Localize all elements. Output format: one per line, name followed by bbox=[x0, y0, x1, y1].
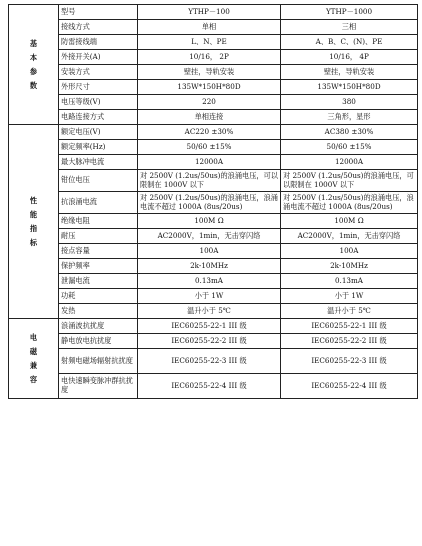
table-row bbox=[9, 244, 418, 259]
row-label: 电快速瞬变脉冲群抗扰度 bbox=[59, 374, 138, 399]
value-b: 0.13mA bbox=[281, 274, 418, 289]
table-row bbox=[9, 229, 418, 244]
table-row bbox=[9, 304, 418, 319]
value-b: 100A bbox=[281, 244, 418, 259]
value-a: IEC60255-22-3 III 级 bbox=[138, 349, 281, 374]
value-b: AC380 ±30% bbox=[281, 125, 418, 140]
value-a: IEC60255-22-2 III 级 bbox=[138, 334, 281, 349]
row-label: 型号 bbox=[59, 5, 138, 20]
value-a: 温升小于 5℃ bbox=[138, 304, 281, 319]
value-a: IEC60255-22-1 III 级 bbox=[138, 319, 281, 334]
value-a: 对 2500V (1.2us/50us)的浪涌电压，浪涌电流不超过 1000A (8us/20us) bbox=[138, 192, 281, 214]
value-a: 单相连接 bbox=[138, 110, 281, 125]
row-label: 抗浪涌电流 bbox=[59, 192, 138, 214]
value-b: IEC60255-22-3 III 级 bbox=[281, 349, 418, 374]
table-row bbox=[9, 170, 418, 192]
category-emc: 电磁兼容 bbox=[9, 319, 59, 399]
category-basic: 基本参数 bbox=[9, 5, 59, 125]
row-label: 外接开关(A) bbox=[59, 50, 138, 65]
value-a: L、N、PE bbox=[138, 35, 281, 50]
value-a: 50/60 ±15% bbox=[138, 140, 281, 155]
row-label: 最大脉冲电流 bbox=[59, 155, 138, 170]
table-row bbox=[9, 274, 418, 289]
row-label: 额定频率(Hz) bbox=[59, 140, 138, 155]
value-b: IEC60255-22-1 III 级 bbox=[281, 319, 418, 334]
row-label: 浪涌波抗扰度 bbox=[59, 319, 138, 334]
table-row bbox=[9, 140, 418, 155]
value-b: 2k-10MHz bbox=[281, 259, 418, 274]
table-row bbox=[9, 155, 418, 170]
value-a: IEC60255-22-4 III 级 bbox=[138, 374, 281, 399]
table-row bbox=[9, 192, 418, 214]
value-b: 温升小于 5℃ bbox=[281, 304, 418, 319]
value-a: 100M Ω bbox=[138, 214, 281, 229]
value-b: 135W*150H*80D bbox=[281, 80, 418, 95]
row-label: 功耗 bbox=[59, 289, 138, 304]
value-a: AC2000V，1min，无击穿闪络 bbox=[138, 229, 281, 244]
value-a: 10/16， 2P bbox=[138, 50, 281, 65]
row-label: 安装方式 bbox=[59, 65, 138, 80]
table-row bbox=[9, 65, 418, 80]
value-b: 三角形，星形 bbox=[281, 110, 418, 125]
value-a: 220 bbox=[138, 95, 281, 110]
table-row bbox=[9, 259, 418, 274]
value-a: 0.13mA bbox=[138, 274, 281, 289]
value-b: IEC60255-22-4 III 级 bbox=[281, 374, 418, 399]
category-performance: 性能指标 bbox=[9, 125, 59, 319]
value-b: 12000A bbox=[281, 155, 418, 170]
row-label: 接点容量 bbox=[59, 244, 138, 259]
table-row bbox=[9, 50, 418, 65]
row-label: 钳位电压 bbox=[59, 170, 138, 192]
value-a: YTHP－100 bbox=[138, 5, 281, 20]
value-b: 380 bbox=[281, 95, 418, 110]
value-b: 壁挂，导轨安装 bbox=[281, 65, 418, 80]
value-b: AC2000V，1min，无击穿闪络 bbox=[281, 229, 418, 244]
row-label: 静电放电抗扰度 bbox=[59, 334, 138, 349]
table-row bbox=[9, 5, 418, 20]
value-b: 10/16， 4P bbox=[281, 50, 418, 65]
row-label: 耐压 bbox=[59, 229, 138, 244]
row-label: 发热 bbox=[59, 304, 138, 319]
row-label: 射频电磁场辐射抗扰度 bbox=[59, 349, 138, 374]
table-row bbox=[9, 374, 418, 399]
row-label: 电压等级(V) bbox=[59, 95, 138, 110]
value-b: A、B、C、(N)、PE bbox=[281, 35, 418, 50]
table-row bbox=[9, 80, 418, 95]
table-row bbox=[9, 319, 418, 334]
value-b: 小于 1W bbox=[281, 289, 418, 304]
value-a: 单相 bbox=[138, 20, 281, 35]
value-a: 壁挂，导轨安装 bbox=[138, 65, 281, 80]
table-row bbox=[9, 214, 418, 229]
table-row bbox=[9, 349, 418, 374]
row-label: 接线方式 bbox=[59, 20, 138, 35]
value-a: 100A bbox=[138, 244, 281, 259]
table-row bbox=[9, 110, 418, 125]
value-b: 对 2500V (1.2us/50us)的浪涌电压，浪涌电流不超过 1000A (8us/20us) bbox=[281, 192, 418, 214]
value-a: 135W*150H*80D bbox=[138, 80, 281, 95]
table-row bbox=[9, 289, 418, 304]
value-b: 三相 bbox=[281, 20, 418, 35]
value-a: AC220 ±30% bbox=[138, 125, 281, 140]
row-label: 保护频率 bbox=[59, 259, 138, 274]
table-row bbox=[9, 95, 418, 110]
value-b: 50/60 ±15% bbox=[281, 140, 418, 155]
table-row bbox=[9, 20, 418, 35]
row-label: 防雷接线端 bbox=[59, 35, 138, 50]
table-row bbox=[9, 334, 418, 349]
value-a: 小于 1W bbox=[138, 289, 281, 304]
row-label: 外形尺寸 bbox=[59, 80, 138, 95]
value-a: 2k-10MHz bbox=[138, 259, 281, 274]
value-a: 12000A bbox=[138, 155, 281, 170]
row-label: 电路连接方式 bbox=[59, 110, 138, 125]
value-a: 对 2500V (1.2us/50us)的浪涌电压，可以限制在 1000V 以下 bbox=[138, 170, 281, 192]
row-label: 绝缘电阻 bbox=[59, 214, 138, 229]
value-b: 对 2500V (1.2us/50us)的浪涌电压，可以限制在 1000V 以下 bbox=[281, 170, 418, 192]
value-b: YTHP－1000 bbox=[281, 5, 418, 20]
value-b: 100M Ω bbox=[281, 214, 418, 229]
table-row bbox=[9, 35, 418, 50]
value-b: IEC60255-22-2 III 级 bbox=[281, 334, 418, 349]
row-label: 泄漏电流 bbox=[59, 274, 138, 289]
spec-table bbox=[8, 4, 418, 399]
table-row bbox=[9, 125, 418, 140]
row-label: 额定电压(V) bbox=[59, 125, 138, 140]
